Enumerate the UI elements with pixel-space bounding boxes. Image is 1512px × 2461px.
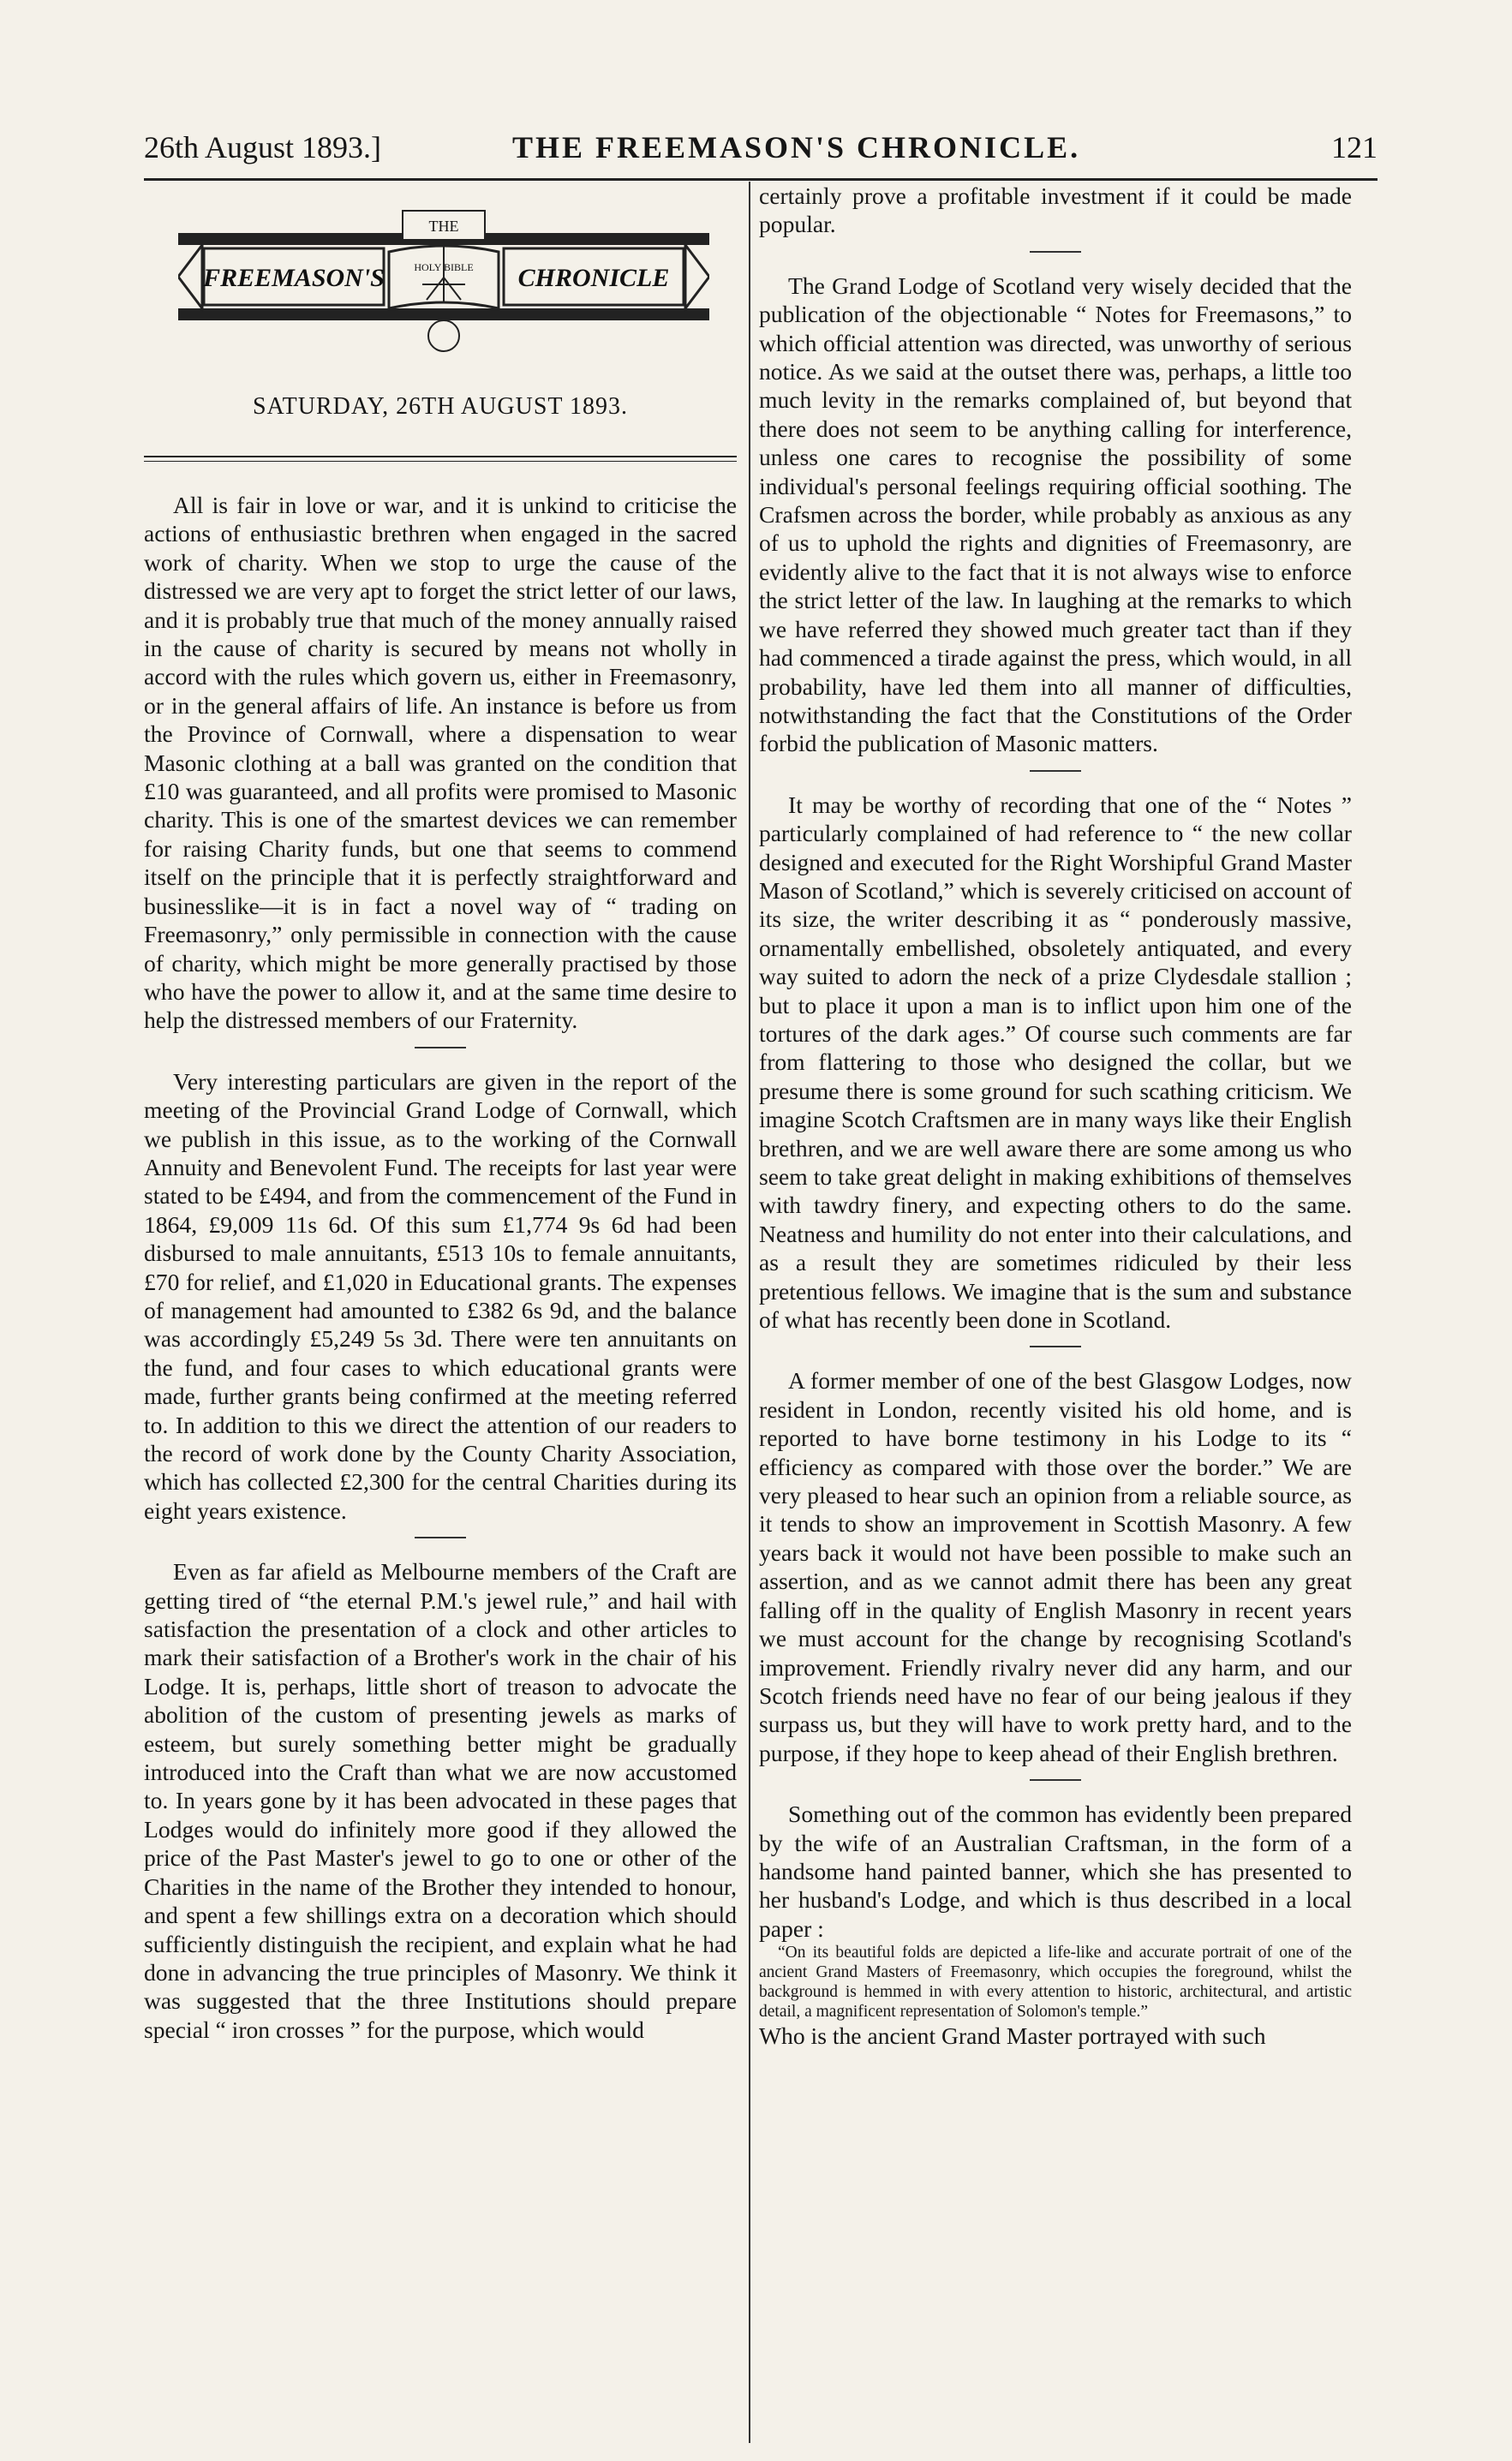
header-date: 26th August 1893.] <box>144 130 382 164</box>
article-paragraph: Something out of the common has evidently been prepared by the wife of an Australian Craftsman, in the form of a handsome hand painted banner, which she has presented to her husband's Lodge, and which is thus described in a local paper : <box>759 1801 1352 1942</box>
section-separator <box>1030 251 1081 253</box>
masthead-band-bottom <box>178 308 709 320</box>
newspaper-quote: “On its beautiful folds are depicted a life-like and accurate portrait of one of the ancient Grand Masters of Freemasonry, which occupies the foreground, whilst the background is hemmed in with every attention to historic, architectural, and artistic detail, a magnificent representation of Solomon's temple.” <box>759 1944 1352 2022</box>
emblem-circle <box>428 320 459 351</box>
book-word-2: HOLY BIBLE <box>414 261 474 273</box>
header-title: THE FREEMASON'S CHRONICLE. <box>512 130 1081 164</box>
left-arrow-ornament <box>178 245 202 308</box>
article-paragraph: It may be worthy of recording that one of the “ Notes ” particularly complained of had reference to “ the new collar designed and executed for the Right Worshipful Grand Master Mason of Scotland,” which is severely criticised on account of its size, the writer describing it as “ ponderously massive, ornamentally embellished, obsoletely antiquated, and every way suited to adorn the neck of a prize Clydesdale stallion ; but to place it upon a man is to inflict upon him one of the tortures of the dark ages.” Of course such comments are far from flattering to those who designed the collar, but we presume there is some ground for such scathing criticism. We imagine Scotch Craftsmen are in many ways like their English brethren, and we are well aware there are some among us who seem to take great delight in making exhibitions of themselves with tawdry finery, and expecting others to do the same. Neatness and humility do not enter into their calculations, and as a result they are sometimes ridiculed by their less pretentious fellows. We imagine that is the sum and substance of what has recently been done in Scotland. <box>759 791 1352 1334</box>
section-separator <box>1030 1779 1081 1781</box>
section-separator <box>415 1047 466 1048</box>
section-separator <box>1030 1346 1081 1347</box>
masthead-double-rule <box>144 456 737 462</box>
masthead-logo <box>178 199 709 361</box>
section-separator <box>415 1537 466 1538</box>
issue-dateline: SATURDAY, 26TH AUGUST 1893. <box>252 393 628 420</box>
left-column <box>144 190 737 2044</box>
masthead <box>144 190 737 421</box>
article-paragraph: All is fair in love or war, and it is unkind to criticise the actions of enthusiastic brethren when engaged in the sacred work of charity. When we stop to urge the cause of the distressed we are very apt to forget the strict letter of our laws, and it is probably true that much of the money annually raised in the cause of charity is secured by means not wholly in accord with the rules which govern us, either in Freemasonry, or in the general affairs of life. An instance is before us from the Province of Cornwall, where a dispensation to wear Masonic clothing at a ball was granted on the condition that £10 was guaranteed, and all profits were promised to Masonic charity. This is one of the smartest devices we can remember for raising Charity funds, but one that seems to commend itself on the principle that it is perfectly straightforward and businesslike—it is in fact a novel way of “ trading on Freemasonry,” only permissible in connection with the cause of charity, which might be more generally practised by those who have the power to allow it, and at the same time desire to help the distressed members of our Fraternity. <box>144 492 737 1034</box>
article-continuation: certainly prove a profitable investment if it could be made popular. <box>759 182 1352 238</box>
right-arrow-ornament <box>685 245 709 308</box>
masthead-right-word: CHRONICLE <box>517 264 670 292</box>
masthead-left-word: FREEMASON'S <box>203 264 385 292</box>
article-paragraph-tail: Who is the ancient Grand Master portrayed with such <box>759 2022 1266 2050</box>
article-paragraph: Very interesting particulars are given in the report of the meeting of the Provincial Grand Lodge of Cornwall, which we publish in this issue, as to the working of the Cornwall Annuity and Benevolent Fund. The receipts for last year were stated to be £494, and from the commencement of the Fund in 1864, £9,009 11s 6d. Of this sum £1,774 9s 6d had been disbursed to male annuitants, £513 10s to female annuitants, £70 for relief, and £1,020 in Educational grants. The expenses of management had amounted to £382 6s 9d, and the balance was accordingly £5,249 5s 3d. There were ten annuitants on the fund, and four cases to which educational grants were made, further grants being confirmed at the meeting referred to. In addition to this we direct the attention of our readers to the record of work done by the County Charity Association, which has collected £2,300 for the central Charities during its eight years existence. <box>144 1067 737 1524</box>
page-number: 121 <box>1331 130 1378 164</box>
article-paragraph: Even as far afield as Melbourne members of the Craft are getting tired of “the eternal P.M.'s jewel rule,” and hail with satisfaction the presentation of a clock and other articles to mark their satisfaction of a Brother's work in the chair of his Lodge. It is, perhaps, little short of treason to advocate the abolition of the custom of presenting jewels as marks of esteem, but surely something better might be gradually introduced into the Craft than what we are now accustomed to. In years gone by it has been advocated in these pages that Lodges would do infinitely more good if they allowed the price of the Past Master's jewel to go to one or other of the Charities in the name of the Brother they intended to honour, and spent a few shillings extra on a decoration which should sufficiently distinguish the recipient, and explain what he had done in advancing the true principles of Masonry. We think it was suggested that the three Institutions should prepare special “ iron crosses ” for the purpose, which would <box>144 1558 737 2043</box>
book-word-1: THE <box>428 218 459 235</box>
column-divider <box>749 182 750 2443</box>
section-separator <box>1030 770 1081 772</box>
header-rule <box>144 178 1378 181</box>
right-column <box>759 182 1352 2051</box>
article-paragraph: The Grand Lodge of Scotland very wisely decided that the publication of the objectionable “ Notes for Freemasons,” to which official attention was directed, was unworthy of serious notice. As we said at the outset there was, perhaps, a little too much levity in the remarks complained of, but beyond that there does not seem to be anything calling for interference, unless one cares to recognise the possibility of some individual's personal feelings requiring official soothing. The Crafsmen across the border, while probably as anxious as any of us to uphold the rights and dignities of Freemasonry, are evidently alive to the fact that it is not always wise to enforce the strict letter of the law. In laughing at the remarks to which we have referred they showed much greater tact than if they had commenced a tirade against the press, which would, in all probability, have led them into all manner of difficulties, notwithstanding the fact that the Constitutions of the Order forbid the publication of Masonic matters. <box>759 272 1352 757</box>
running-header <box>144 127 1378 168</box>
article-paragraph: A former member of one of the best Glasgow Lodges, now resident in London, recently visited his old home, and is reported to have borne testimony in his Lodge to its “ efficiency as compared with those over the border.” We are very pleased to hear such an opinion from a reliable source, as it tends to show an improvement in Scottish Masonry. A few years back it would not have been possible to make such an assertion, and as we cannot admit there has been any great falling off in the quality of English Masonry in recent years we must account for the change by recognising Scotland's improvement. Friendly rivalry never did any harm, and our Scotch friends need have no fear of our being jealous if they surpass us, but they will have to work pretty hard, and to the purpose, if they hope to keep ahead of their English brethren. <box>759 1367 1352 1766</box>
